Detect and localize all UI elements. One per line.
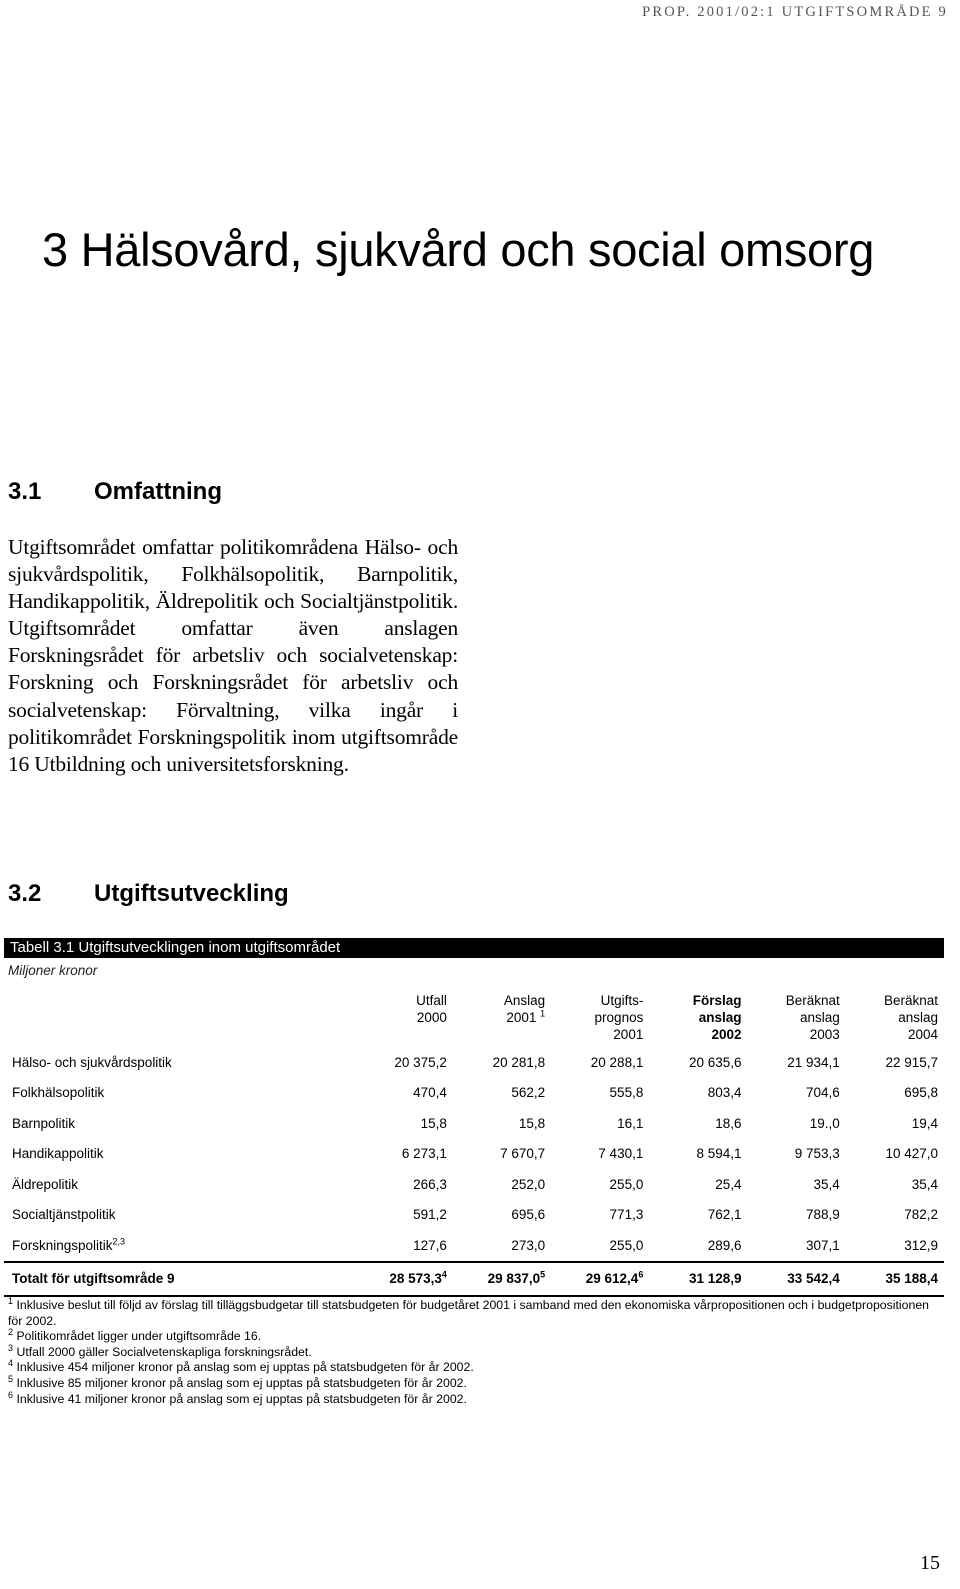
table-cell: 704,6 <box>805 1085 840 1101</box>
table-cell: 10 427,0 <box>885 1146 938 1162</box>
footnote-text: Inklusive 85 miljoner kronor på anslag som ej upptas på statsbudgeten för år 2002. <box>16 1375 467 1390</box>
footnote-ref: 2,3 <box>112 1236 126 1247</box>
column-header: Utfall 2000 <box>416 993 447 1025</box>
column-header: Beräknat anslag 2003 <box>785 993 840 1042</box>
table-row <box>4 1230 944 1262</box>
footnote-number: 6 <box>8 1389 14 1400</box>
footnote-number: 2 <box>8 1327 14 1338</box>
table-cell: 20 281,8 <box>492 1054 546 1070</box>
table-cell: 19,4 <box>911 1115 938 1131</box>
footnote <box>4 1360 944 1376</box>
section-title: Omfattning <box>94 478 222 505</box>
section-title: Utgiftsutveckling <box>94 880 289 907</box>
table-cell: 8 594,1 <box>696 1146 742 1162</box>
column-header-highlighted: Förslag anslag 2002 <box>692 993 742 1042</box>
table-cell: 6 273,1 <box>401 1146 447 1162</box>
table-cell: 289,6 <box>707 1237 742 1253</box>
table-cell: 307,1 <box>805 1237 840 1253</box>
table-caption: Tabell 3.1 Utgiftsutvecklingen inom utgiftsområdet <box>4 938 944 958</box>
header-blank <box>4 992 355 1047</box>
table-row <box>4 1169 944 1200</box>
footnote <box>4 1295 944 1329</box>
footnote <box>4 1329 944 1345</box>
table-cell: 22 915,7 <box>885 1054 938 1070</box>
table-cell: 470,4 <box>413 1085 447 1101</box>
table-header-row <box>4 992 944 1047</box>
section-body-text: Utgiftsområdet omfattar politikområdena Hälso- och sjukvårdspolitik, Folkhälsopolitik, Barnpolitik, Handikappolitik, Äldrepolitik och Socialtjänstpolitik. Utgiftsområdet omfattar även anslagen Forskningsrådet för arbetsliv och socialvetenskap: Forskning och Forskningsrådet för arbetsliv och socialvetenskap: Förvaltning, vilka ingår i politikområdet Forskningspolitik inom utgiftsområde 16 Utbildning och universitetsforskning. <box>8 535 458 776</box>
table-row <box>4 1139 944 1170</box>
table-cell: 266,3 <box>413 1176 447 1192</box>
table-cell: 16,1 <box>617 1115 644 1131</box>
table-cell: 19.,0 <box>809 1115 840 1131</box>
chapter-title: 3 Hälsovård, sjukvård och social omsorg <box>42 223 875 276</box>
table-cell: 562,2 <box>511 1085 546 1101</box>
section-heading-omfattning <box>8 478 222 506</box>
row-label: Hälso- och sjukvårdspolitik <box>12 1054 172 1070</box>
table-unit-label: Miljoner kronor <box>8 963 98 978</box>
footnote-text: Utfall 2000 gäller Socialvetenskapliga forskningsrådet. <box>16 1344 312 1359</box>
total-cell: 31 128,9 <box>649 1262 747 1296</box>
footnote <box>4 1389 944 1408</box>
table-cell: 15,8 <box>420 1115 447 1131</box>
table-body <box>4 1047 944 1296</box>
table-cell: 25,4 <box>715 1176 742 1192</box>
total-cell: 33 542,4 <box>748 1262 846 1296</box>
row-label: Folkhälsopolitik <box>12 1085 105 1101</box>
table-cell: 127,6 <box>413 1237 447 1253</box>
table-cell: 35,4 <box>813 1176 840 1192</box>
table-cell: 782,2 <box>904 1207 938 1223</box>
table-cell: 695,8 <box>904 1085 938 1101</box>
footnote-ref: 6 <box>638 1269 644 1280</box>
table-cell: 762,1 <box>707 1207 742 1223</box>
section-number: 3.2 <box>8 880 42 907</box>
footnote-ref: 1 <box>540 1008 546 1019</box>
table-cell: 7 670,7 <box>500 1146 546 1162</box>
total-cell: 28 573,3$^4$ <box>355 1262 453 1296</box>
section-number: 3.1 <box>8 478 42 505</box>
column-header: Anslag 2001 $^1$ <box>503 993 546 1025</box>
total-label: Totalt för utgiftsområde 9 <box>4 1262 355 1296</box>
row-label: Äldrepolitik <box>12 1176 79 1192</box>
table-row <box>4 1200 944 1231</box>
table-cell: 7 430,1 <box>598 1146 644 1162</box>
footnote-number: 5 <box>8 1373 14 1384</box>
table-cell: 21 934,1 <box>787 1054 840 1070</box>
section-heading-utgiftsutveckling <box>8 880 289 908</box>
footnote-ref: 5 <box>540 1269 546 1280</box>
table-cell: 15,8 <box>518 1115 546 1131</box>
footnote-number: 4 <box>8 1358 14 1369</box>
footnotes <box>4 1295 944 1407</box>
total-cell: 29 612,4$^6$ <box>551 1262 649 1296</box>
table-cell: 255,0 <box>609 1176 644 1192</box>
running-head: PROP. 2001/02:1 UTGIFTSOMRÅDE 9 <box>642 4 948 20</box>
footnote-number: 1 <box>8 1295 14 1306</box>
footnote-text: Politikområdet ligger under utgiftsområde 16. <box>16 1329 262 1344</box>
row-label: Barnpolitik <box>12 1115 76 1131</box>
footnote <box>4 1342 944 1361</box>
footnote <box>4 1373 944 1392</box>
column-header: Beräknat anslag 2004 <box>883 993 938 1042</box>
total-row <box>4 1262 944 1296</box>
table-cell: 9 753,3 <box>794 1146 840 1162</box>
table-row <box>4 1047 944 1078</box>
table-cell: 35,4 <box>911 1176 938 1192</box>
table-cell: 788,9 <box>805 1207 840 1223</box>
table-cell: 273,0 <box>511 1237 546 1253</box>
table-row <box>4 1078 944 1109</box>
expenditure-table <box>4 992 944 1297</box>
footnote-number: 3 <box>8 1342 14 1353</box>
table-cell: 20 635,6 <box>688 1054 742 1070</box>
total-cell: 35 188,4 <box>846 1262 944 1296</box>
table-cell: 771,3 <box>609 1207 644 1223</box>
table-cell: 803,4 <box>707 1085 742 1101</box>
table-cell: 312,9 <box>904 1237 938 1253</box>
table-cell: 20 375,2 <box>394 1054 447 1070</box>
row-label: Forskningspolitik$^{2,3}$ <box>12 1236 126 1253</box>
total-cell: 29 837,0$^5$ <box>453 1262 551 1296</box>
footnote-text: Inklusive 454 miljoner kronor på anslag som ej upptas på statsbudgeten för år 2002. <box>16 1360 474 1375</box>
row-label: Handikappolitik <box>12 1146 104 1162</box>
table-cell: 252,0 <box>511 1176 546 1192</box>
footnote-ref: 4 <box>441 1269 447 1280</box>
table-cell: 18,6 <box>715 1115 742 1131</box>
table-cell: 555,8 <box>609 1085 644 1101</box>
column-header: Utgifts- prognos 2001 <box>594 993 644 1042</box>
footnote-text: Inklusive beslut till följd av förslag till tilläggsbudgetar till statsbudgeten för budgetåret 2001 i samband med den ekonomiska vårpropositionen och i budgetpropositionen för 2002. <box>8 1298 930 1328</box>
page-number: 15 <box>920 1552 940 1574</box>
table-row <box>4 1108 944 1139</box>
table-cell: 695,6 <box>511 1207 546 1223</box>
row-label: Socialtjänstpolitik <box>12 1207 116 1223</box>
table-cell: 20 288,1 <box>590 1054 644 1070</box>
table-cell: 255,0 <box>609 1237 644 1253</box>
table-cell: 591,2 <box>413 1207 447 1223</box>
footnote-text: Inklusive 41 miljoner kronor på anslag som ej upptas på statsbudgeten för år 2002. <box>16 1391 467 1406</box>
